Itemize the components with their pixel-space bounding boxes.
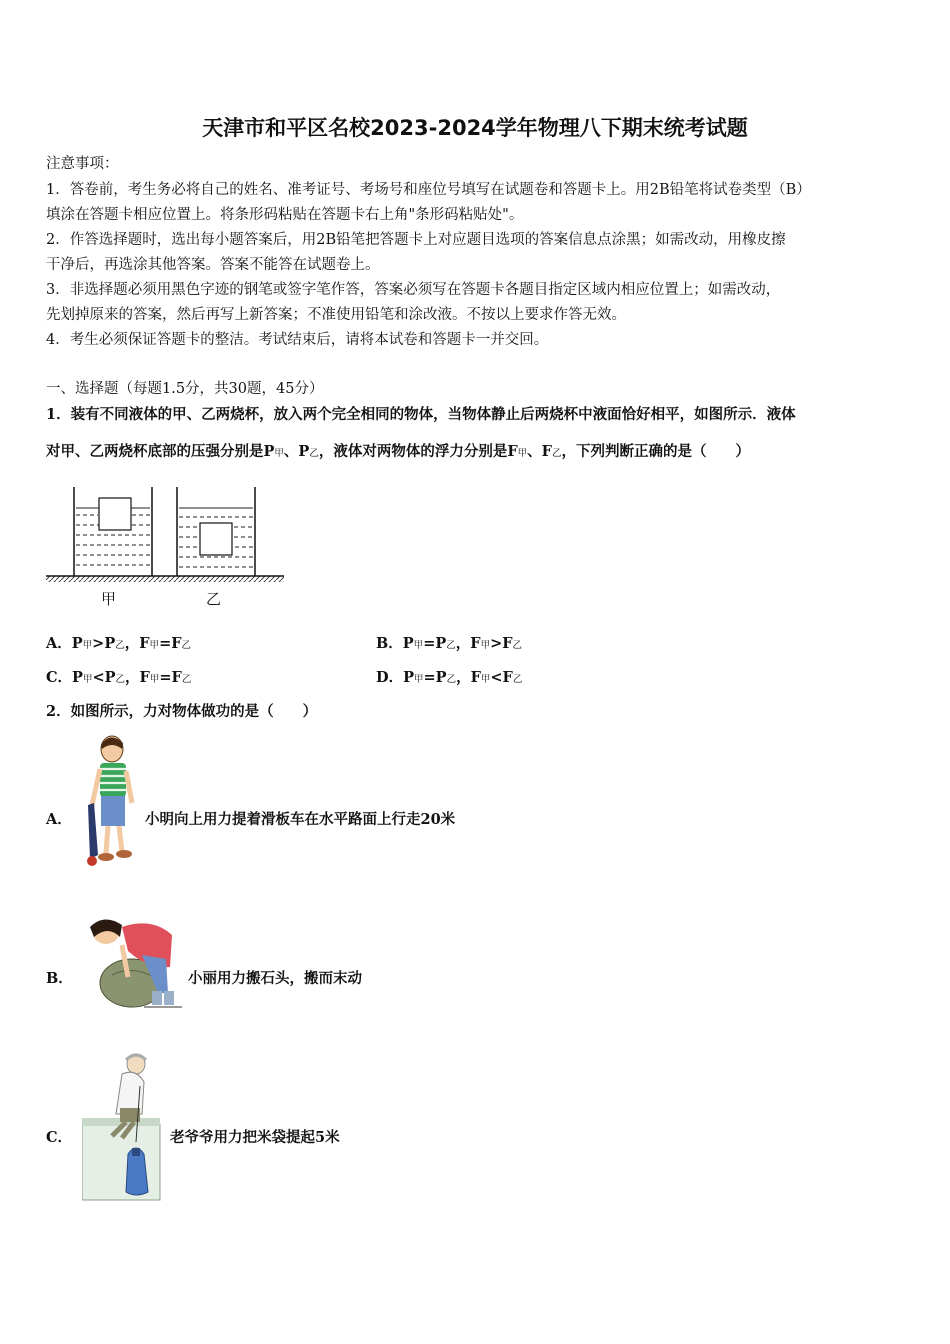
option-b[interactable]: B．P甲=P乙，F甲>F乙 [376, 635, 523, 652]
notice-line: 先划掉原来的答案，然后再写上新答案；不准使用铅笔和涂改液。不按以上要求作答无效。 [46, 307, 626, 323]
q2-option-c-text: 老爷爷用力把米袋提起5米 [170, 1129, 340, 1146]
beakers-figure [46, 485, 286, 585]
notice-line: 2．作答选择题时，选出每小题答案后，用2B铅笔把答题卡上对应题目选项的答案信息点涂黑；如需改动，用橡皮擦 [46, 232, 786, 248]
grandpa-ricebag-illustration [82, 1052, 164, 1202]
notice-line: 4．考生必须保证答题卡的整洁。考试结束后，请将本试卷和答题卡一并交回。 [46, 332, 549, 348]
notice-heading: 注意事项： [46, 156, 119, 172]
beaker-label-right: 乙 [206, 590, 222, 608]
q2-option-b-text: 小丽用力搬石头，搬而末动 [188, 970, 362, 987]
q2-option-a-letter[interactable]: A． [46, 811, 72, 828]
q2-option-b-letter[interactable]: B． [46, 970, 73, 987]
beaker-left [74, 487, 152, 576]
notice-line: 3．非选择题必须用黑色字迹的钢笔或签字笔作答，答案必须写在答题卡各题目指定区域内相应位置上；如需改动， [46, 282, 781, 298]
beaker-right [177, 487, 255, 576]
question-2-stem: 2．如图所示，力对物体做功的是（ ） [46, 703, 318, 720]
notice-line: 1．答卷前，考生务必将自己的姓名、准考证号、考场号和座位号填写在试题卷和答题卡上。用2B铅笔将试卷类型（B） [46, 182, 811, 198]
beaker-label-left: 甲 [101, 590, 117, 608]
q2-option-a-text: 小明向上用力提着滑板车在水平路面上行走20米 [145, 811, 456, 828]
page-title: 天津市和平区名校2023-2024学年物理八下期末统考试题 [202, 116, 748, 140]
boy-scooter-illustration [80, 733, 140, 868]
question-1-line-2: 对甲、乙两烧杯底部的压强分别是P甲、P乙，液体对两物体的浮力分别是F甲、F乙，下列判断正确的是（ ） [46, 443, 750, 460]
question-1-line-1: 1．装有不同液体的甲、乙两烧杯，放入两个完全相同的物体，当物体静止后两烧杯中液面恰好相平，如图所示．液体 [46, 406, 796, 423]
girl-stone-illustration [82, 915, 184, 1011]
option-c[interactable]: C．P甲<P乙，F甲=F乙 [46, 669, 192, 686]
option-d[interactable]: D．P甲=P乙，F甲<F乙 [376, 669, 523, 686]
option-a[interactable]: A．P甲>P乙，F甲=F乙 [46, 635, 192, 652]
q2-option-c-letter[interactable]: C． [46, 1129, 73, 1146]
notice-line: 干净后，再选涂其他答案。答案不能答在试题卷上。 [46, 257, 380, 273]
section-heading: 一、选择题（每题1.5分，共30题，45分） [46, 381, 324, 397]
notice-line: 填涂在答题卡相应位置上。将条形码粘贴在答题卡右上角"条形码粘贴处"。 [46, 207, 524, 223]
